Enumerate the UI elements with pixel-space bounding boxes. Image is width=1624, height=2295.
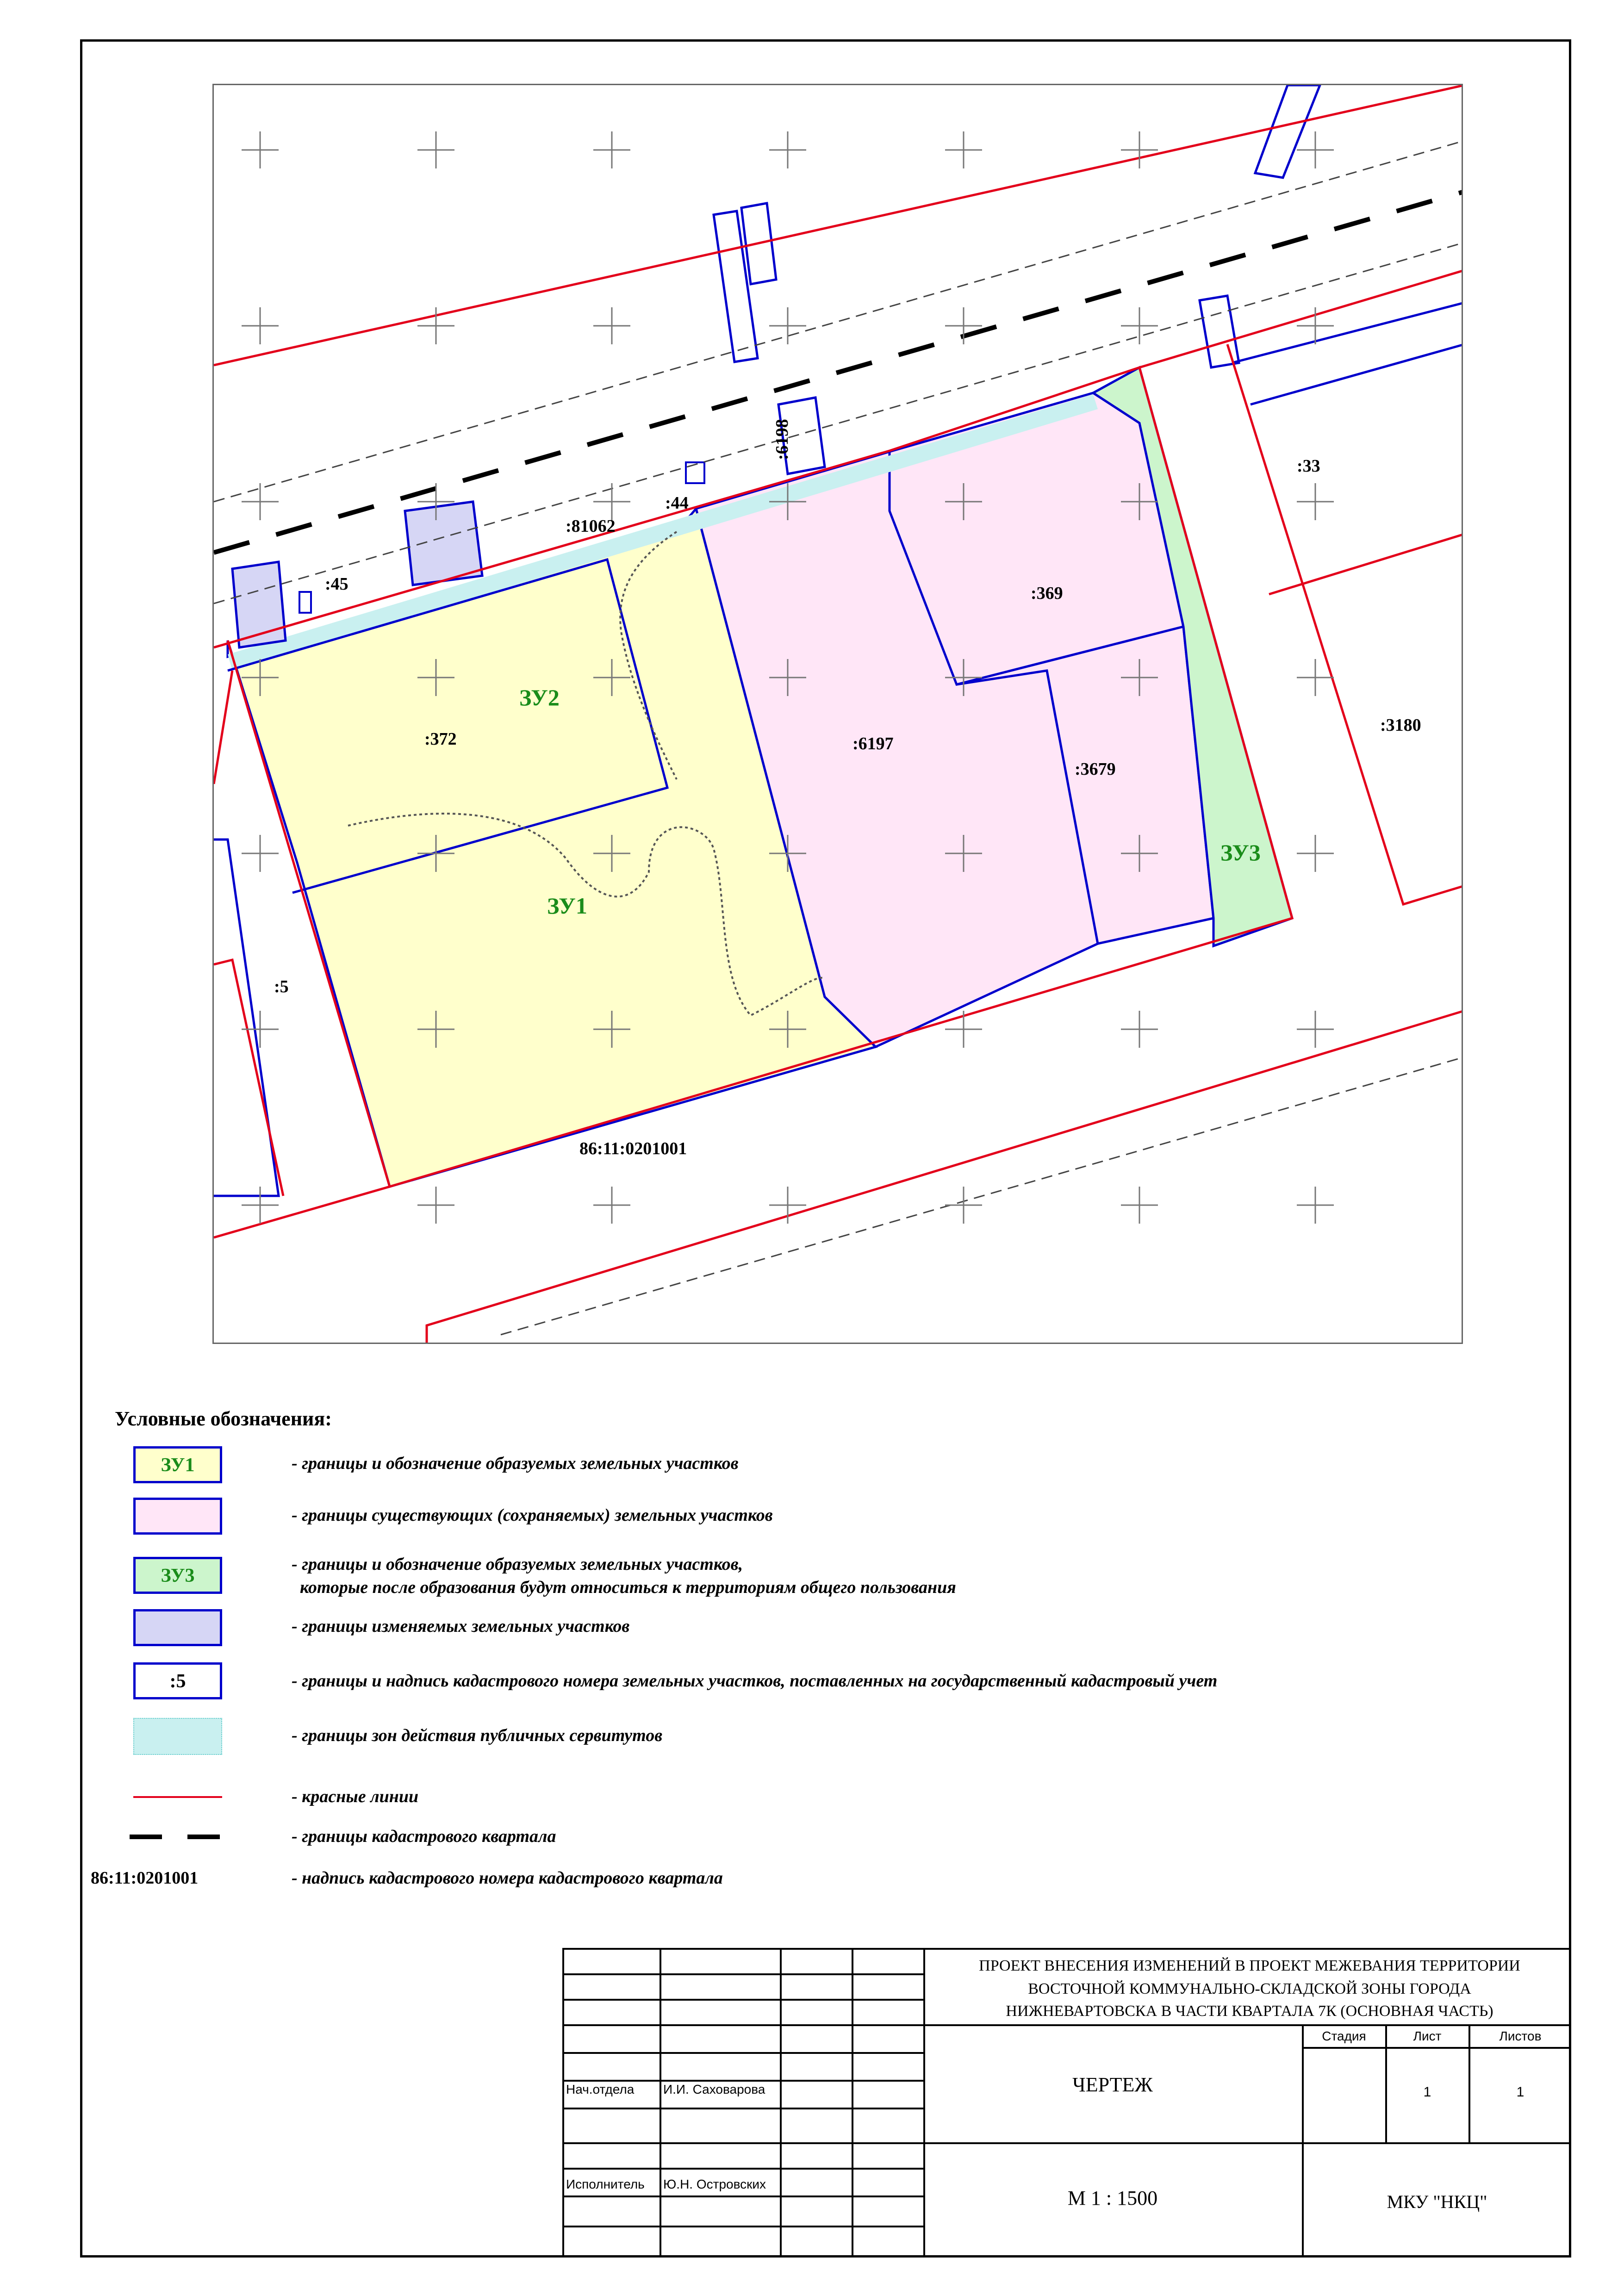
tb-scale: М 1 : 1500 bbox=[1067, 2187, 1158, 2209]
road-edge-1 bbox=[214, 141, 1463, 502]
parcel-label-45: :45 bbox=[325, 574, 348, 594]
parcel-label-81062: :81062 bbox=[566, 516, 616, 536]
tb-row-line bbox=[562, 2080, 923, 2082]
parcel-label-6198: :6198 bbox=[772, 419, 792, 460]
legend-quarter-number: 86:11:0201001 bbox=[91, 1868, 199, 1888]
zone-label-zu3: ЗУ3 bbox=[1220, 840, 1261, 865]
legend-swatch-public-label: ЗУ3 bbox=[161, 1565, 195, 1586]
tb-stage-label: Стадия bbox=[1322, 2029, 1366, 2043]
legend-text-existing: - границы существующих (сохраняемых) земельных участков bbox=[292, 1505, 773, 1525]
legend-text-quarter-boundary: - границы кадастрового квартала bbox=[292, 1827, 556, 1846]
tb-row-line bbox=[562, 2108, 923, 2109]
parcel-small-3 bbox=[1255, 85, 1320, 178]
quarter-number-label: 86:11:0201001 bbox=[579, 1139, 687, 1158]
tb-h2 bbox=[923, 2142, 1571, 2144]
legend-swatch-servitude bbox=[133, 1718, 222, 1755]
tb-colD bbox=[923, 1948, 925, 2258]
legend-dash-2 bbox=[187, 1835, 220, 1839]
tb-row-line bbox=[562, 2142, 923, 2144]
parcel-label-372: :372 bbox=[424, 729, 457, 749]
parcel-5-boundary bbox=[214, 840, 279, 1196]
legend-swatch-formed-label: ЗУ1 bbox=[161, 1455, 195, 1476]
zone-label-zu2: ЗУ2 bbox=[519, 684, 560, 710]
tb-head-name: И.И. Саховарова bbox=[663, 2082, 765, 2096]
tb-colA bbox=[660, 1948, 661, 2258]
tb-row-line bbox=[562, 1999, 923, 2001]
tb-row-line bbox=[562, 2052, 923, 2054]
legend-text-servitude: - границы зон действия публичных сервитутов bbox=[292, 1726, 663, 1745]
legend-text-changed: - границы изменяемых земельных участков bbox=[292, 1617, 630, 1636]
legend-dash-1 bbox=[130, 1835, 162, 1839]
legend-red-line bbox=[133, 1796, 222, 1798]
tb-row-line bbox=[562, 2168, 923, 2170]
tb-organization: МКУ "НКЦ" bbox=[1387, 2191, 1487, 2212]
legend-text-public: - границы и обозначение образуемых земельных участков, bbox=[292, 1555, 743, 1574]
title-block bbox=[562, 1948, 1571, 2258]
tb-row-line bbox=[562, 2195, 923, 2197]
legend-swatch-existing bbox=[133, 1498, 222, 1535]
tb-sheets-value: 1 bbox=[1516, 2084, 1524, 2100]
tb-v1 bbox=[1302, 2024, 1304, 2258]
parcel-label-3679: :3679 bbox=[1075, 759, 1116, 779]
parcel-small-1 bbox=[714, 211, 758, 362]
tb-project-line-1: ПРОЕКТ ВНЕСЕНИЯ ИЗМЕНЕНИЙ В ПРОЕКТ МЕЖЕВАНИЯ ТЕРРИТОРИИ bbox=[979, 1957, 1520, 1974]
cadastral-map bbox=[212, 84, 1463, 1344]
parcel-small-4 bbox=[1200, 296, 1239, 367]
tb-row-line bbox=[562, 2226, 923, 2227]
legend-title: Условные обозначения: bbox=[115, 1407, 332, 1430]
tb-head-role: Нач.отдела bbox=[566, 2082, 635, 2096]
legend-text-quarter-number: - надпись кадастрового номера кадастрового квартала bbox=[292, 1868, 723, 1888]
parcel-label-33: :33 bbox=[1297, 456, 1320, 476]
zone-label-zu1: ЗУ1 bbox=[547, 893, 587, 919]
tb-colB bbox=[780, 1948, 782, 2258]
parcel-label-3180: :3180 bbox=[1380, 715, 1421, 735]
legend-swatch-changed bbox=[133, 1609, 222, 1646]
tb-h3 bbox=[1302, 2047, 1571, 2049]
parcel-33-boundary bbox=[1232, 303, 1463, 404]
tb-sheet-value: 1 bbox=[1423, 2084, 1431, 2100]
tb-colC bbox=[852, 1948, 853, 2258]
parcel-label-5: :5 bbox=[274, 977, 289, 996]
legend-text-red-lines: - красные линии bbox=[292, 1787, 419, 1806]
red-line-mid2 bbox=[214, 671, 232, 784]
legend-text-cadastral: - границы и надпись кадастрового номера земельных участков, поставленных на государственный кадастровый учет bbox=[292, 1671, 1218, 1691]
small-box-1 bbox=[299, 592, 311, 613]
tb-project-line-2: ВОСТОЧНОЙ КОММУНАЛЬНО-СКЛАДСКОЙ ЗОНЫ ГОРОДА bbox=[1028, 1980, 1471, 1997]
parcel-label-6197: :6197 bbox=[852, 734, 894, 753]
small-box-2 bbox=[686, 462, 704, 483]
red-line-north bbox=[214, 85, 1463, 365]
map-svg bbox=[214, 85, 1463, 1344]
tb-row-line bbox=[562, 1973, 923, 1975]
tb-h1 bbox=[923, 2024, 1571, 2026]
legend-swatch-public bbox=[133, 1557, 222, 1594]
legend-text-public-2: которые после образования будут относиться к территориям общего пользования bbox=[300, 1578, 956, 1597]
parcel-label-44: :44 bbox=[665, 493, 689, 513]
legend-swatch-cadastral-label: :5 bbox=[169, 1671, 186, 1692]
legend-text-formed: - границы и обозначение образуемых земельных участков bbox=[292, 1454, 739, 1473]
tb-drawing-title: ЧЕРТЕЖ bbox=[1072, 2073, 1153, 2096]
tb-exec-role: Исполнитель bbox=[566, 2177, 645, 2191]
red-line-ne bbox=[1269, 534, 1463, 594]
tb-project-line-3: НИЖНЕВАРТОВСКА В ЧАСТИ КВАРТАЛА 7К (ОСНОВНАЯ ЧАСТЬ) bbox=[1006, 2003, 1493, 2020]
legend-swatch-cadastral bbox=[133, 1662, 222, 1699]
legend-swatch-formed bbox=[133, 1446, 222, 1483]
tb-grid bbox=[562, 1948, 923, 2258]
tb-sheets-label: Листов bbox=[1499, 2029, 1542, 2043]
tb-sheet-label: Лист bbox=[1413, 2029, 1442, 2043]
tb-exec-name: Ю.Н. Островских bbox=[663, 2177, 766, 2191]
tb-row-line bbox=[562, 2024, 923, 2026]
parcel-label-369: :369 bbox=[1031, 584, 1063, 603]
